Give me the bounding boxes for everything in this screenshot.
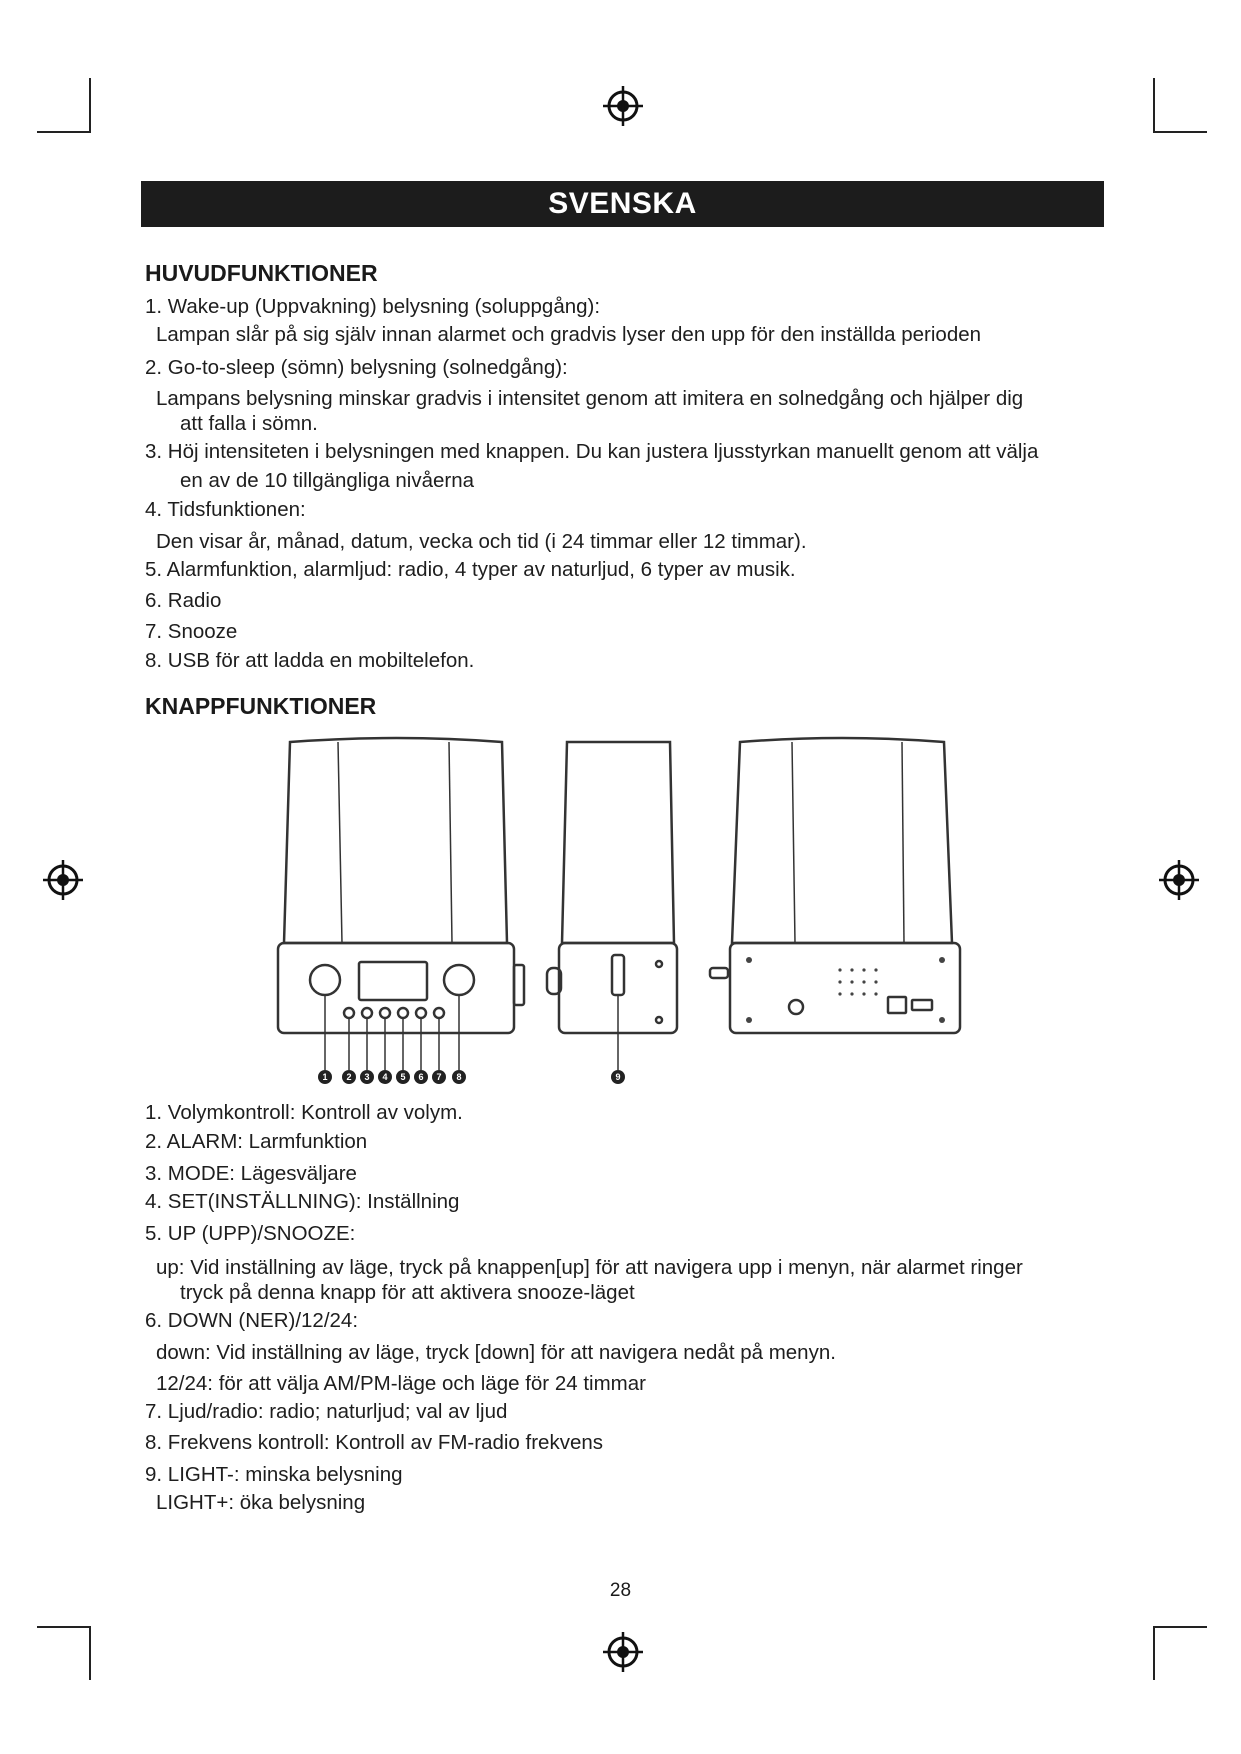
back-view-base [730, 943, 960, 1033]
crop-mark-bottom-left-v [89, 1626, 91, 1680]
registration-mark-icon [41, 858, 85, 902]
list-item: 1. Volymkontroll: Kontroll av volym. [145, 1101, 463, 1124]
display-screen [359, 962, 427, 1000]
list-item: 5. Alarmfunktion, alarmljud: radio, 4 typer av naturljud, 6 typer av musik. [145, 558, 796, 581]
list-item: up: Vid inställning av läge, tryck på knappen[up] för att navigera upp i menyn, när alarmet ringer [156, 1256, 1023, 1279]
side-view-lamp-shade [562, 742, 674, 943]
registration-mark-icon [1157, 858, 1201, 902]
crop-mark-bottom-right-v [1153, 1626, 1155, 1680]
list-item: 4. SET(INSTÄLLNING): Inställning [145, 1190, 460, 1213]
crop-mark-top-right-v [1153, 78, 1155, 132]
list-item: 7. Snooze [145, 620, 238, 643]
list-item: 1. Wake-up (Uppvakning) belysning (soluppgång): [145, 295, 601, 318]
list-item: 4. Tidsfunktionen: [145, 498, 306, 521]
callout-label: 7 [436, 1072, 442, 1082]
list-item: 2. ALARM: Larmfunktion [145, 1130, 368, 1153]
list-item: 8. USB för att ladda en mobiltelefon. [145, 649, 475, 672]
list-item: 8. Frekvens kontroll: Kontroll av FM-radio frekvens [145, 1431, 603, 1454]
frequency-knob [444, 965, 474, 995]
list-item: 9. LIGHT-: minska belysning [145, 1463, 403, 1486]
list-item: Lampans belysning minskar gradvis i intensitet genom att imitera en solnedgång och hjälper dig [156, 387, 1024, 410]
list-item: LIGHT+: öka belysning [156, 1491, 366, 1514]
list-item: 2. Go-to-sleep (sömn) belysning (solnedgång): [145, 356, 568, 379]
language-banner: SVENSKA [141, 181, 1104, 227]
list-item: att falla i sömn. [180, 412, 318, 435]
list-item: 12/24: för att välja AM/PM-läge och läge för 24 timmar [156, 1372, 646, 1395]
callout-label: 3 [364, 1072, 370, 1082]
list-item: tryck på denna knapp för att aktivera snooze-läget [180, 1281, 635, 1304]
list-item: Lampan slår på sig själv innan alarmet och gradvis lyser den upp för den inställda perioden [156, 323, 982, 346]
back-view-lamp-shade [732, 738, 952, 943]
list-item: 3. MODE: Lägesväljare [145, 1162, 357, 1185]
front-view-lamp-shade [284, 738, 507, 943]
registration-mark-icon [601, 1630, 645, 1674]
crop-mark-top-left-h [37, 131, 91, 133]
list-item: 5. UP (UPP)/SNOOZE: [145, 1222, 356, 1245]
product-diagram [262, 730, 972, 1095]
main-functions-heading: HUVUDFUNKTIONER [145, 260, 378, 286]
crop-mark-bottom-left-h [37, 1626, 91, 1628]
volume-knob [310, 965, 340, 995]
page-number: 28 [609, 1580, 632, 1601]
crop-mark-top-left-v [89, 78, 91, 132]
callout-label: 9 [615, 1072, 621, 1082]
list-item: down: Vid inställning av läge, tryck [down] för att navigera nedåt på menyn. [156, 1341, 836, 1364]
crop-mark-bottom-right-h [1153, 1626, 1207, 1628]
button-functions-heading: KNAPPFUNKTIONER [145, 693, 377, 719]
callout-label: 4 [382, 1072, 388, 1082]
callout-label: 1 [322, 1072, 328, 1082]
callout-label: 6 [418, 1072, 424, 1082]
registration-mark-icon [601, 84, 645, 128]
list-item: 6. Radio [145, 589, 222, 612]
list-item: 3. Höj intensiteten i belysningen med knappen. Du kan justera ljusstyrkan manuellt genom att välja [145, 440, 1039, 463]
callout-label: 5 [400, 1072, 406, 1082]
callout-label: 2 [346, 1072, 352, 1082]
list-item: en av de 10 tillgängliga nivåerna [180, 469, 475, 492]
crop-mark-top-right-h [1153, 131, 1207, 133]
list-item: 7. Ljud/radio: radio; naturljud; val av ljud [145, 1400, 508, 1423]
callout-label: 8 [456, 1072, 462, 1082]
list-item: Den visar år, månad, datum, vecka och tid (i 24 timmar eller 12 timmar). [156, 530, 807, 553]
list-item: 6. DOWN (NER)/12/24: [145, 1309, 359, 1332]
